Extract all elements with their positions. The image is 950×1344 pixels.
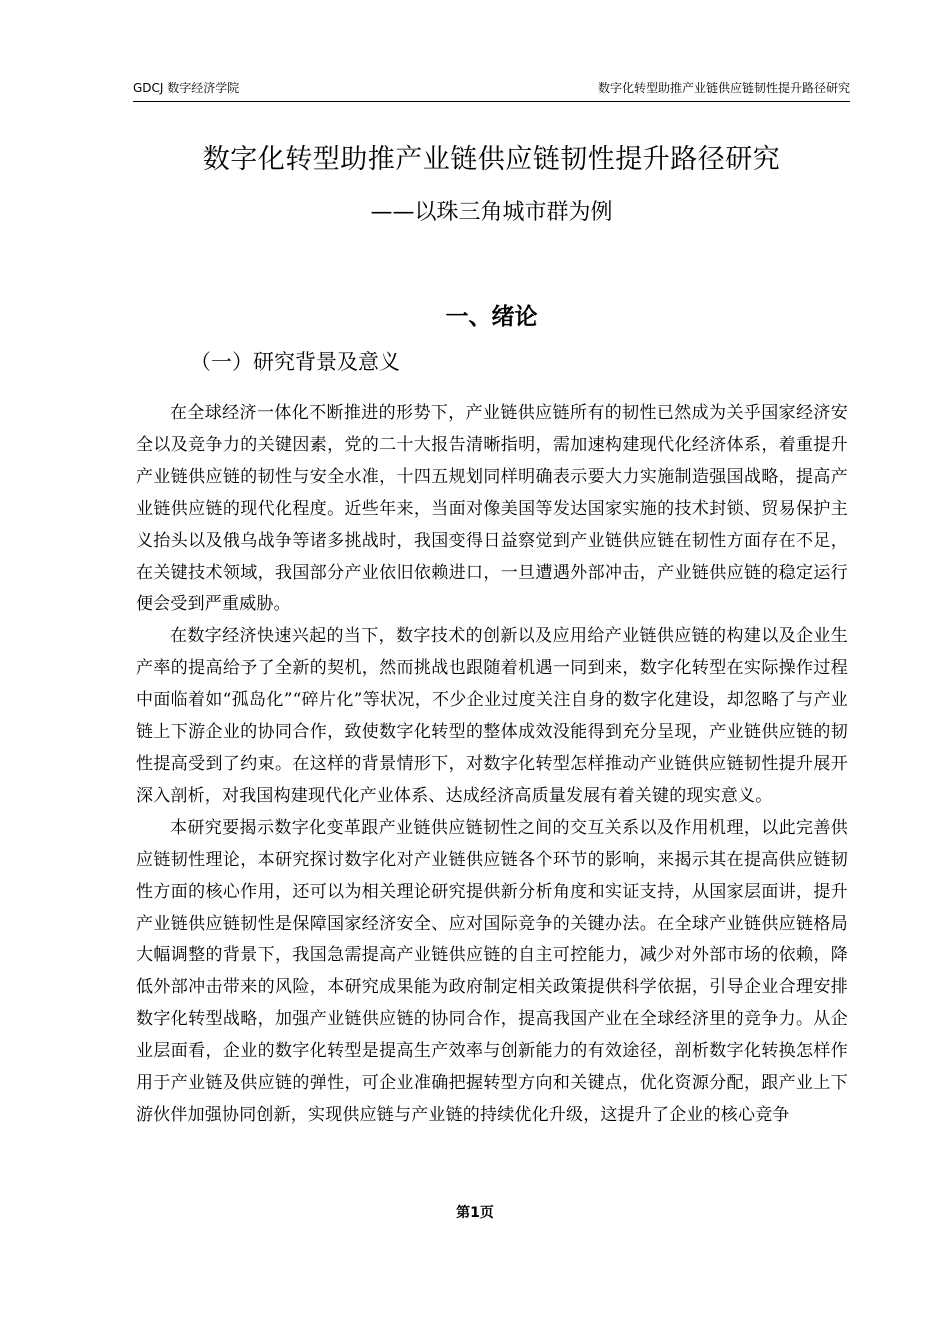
- page-header: [133, 78, 850, 100]
- document-subtitle: ——以珠三角城市群为例: [370, 200, 613, 225]
- page-number: 第1页: [456, 1205, 494, 1221]
- body-text: [136, 398, 848, 1132]
- subsection-heading: （一）研究背景及意义: [190, 350, 400, 374]
- header-running-title: 数字化转型助推产业链供应链韧性提升路径研究: [597, 81, 850, 95]
- header-divider: [133, 101, 850, 102]
- paragraph: 本研究要揭示数字化变革跟产业链供应链韧性之间的交互关系以及作用机理，以此完善供应链韧性理论，本研究探讨数字化对产业链供应链各个环节的影响，来揭示其在提高供应链韧性方面的核心作用，还可以为相关理论研究提供新分析角度和实证支持，从国家层面讲，提升产业链供应链韧性是保障国家经济安全、应对国际竞争的关键办法。在全球产业链供应链格局大幅调整的背景下，我国急需提高产业链供应链的自主可控能力，减少对外部市场的依赖，降低外部冲击带来的风险，本研究成果能为政府制定相关政策提供科学依据，引导企业合理安排数字化转型战略，加强产业链供应链的协同合作，提高我国产业在全球经济里的竞争力。从企业层面看，企业的数字化转型是提高生产效率与创新能力的有效途径，剖析数字化转换怎样作用于产业链及供应链的弹性，可企业准确把握转型方向和关键点，优化资源分配，跟产业上下游伙伴加强协同创新，实现供应链与产业链的持续优化升级，这提升了企业的核心竞争: [136, 817, 848, 1125]
- header-institution: GDCJ 数字经济学院: [133, 81, 240, 95]
- paragraph: 在全球经济一体化不断推进的形势下，产业链供应链所有的韧性已然成为关乎国家经济安全以及竞争力的关键因素，党的二十大报告清晰指明，需加速构建现代化经济体系，着重提升产业链供应链的韧性与安全水准，十四五规划同样明确表示要大力实施制造强国战略，提高产业链供应链的现代化程度。近些年来，当面对像美国等发达国家实施的技术封锁、贸易保护主义抬头以及俄乌战争等诸多挑战时，我国变得日益察觉到产业链供应链在韧性方面存在不足，在关键技术领域，我国部分产业依旧依赖进口，一旦遭遇外部冲击，产业链供应链的稳定运行便会受到严重威胁。: [136, 403, 848, 615]
- section-heading: 一、绪论: [445, 304, 538, 330]
- document-title: 数字化转型助推产业链供应链韧性提升路径研究: [202, 144, 781, 175]
- paragraph: 在数字经济快速兴起的当下，数字技术的创新以及应用给产业链供应链的构建以及企业生产率的提高给予了全新的契机，然而挑战也跟随着机遇一同到来，数字化转型在实际操作过程中面临着如“孤岛化”“碎片化”等状况，不少企业过度关注自身的数字化建设，却忽略了与产业链上下游企业的协同合作，致使数字化转型的整体成效没能得到充分呈现，产业链供应链的韧性提高受到了约束。在这样的背景情形下，对数字化转型怎样推动产业链供应链韧性提升展开深入剖析，对我国构建现代化产业体系、达成经济高质量发展有着关键的现实意义。: [136, 626, 848, 806]
